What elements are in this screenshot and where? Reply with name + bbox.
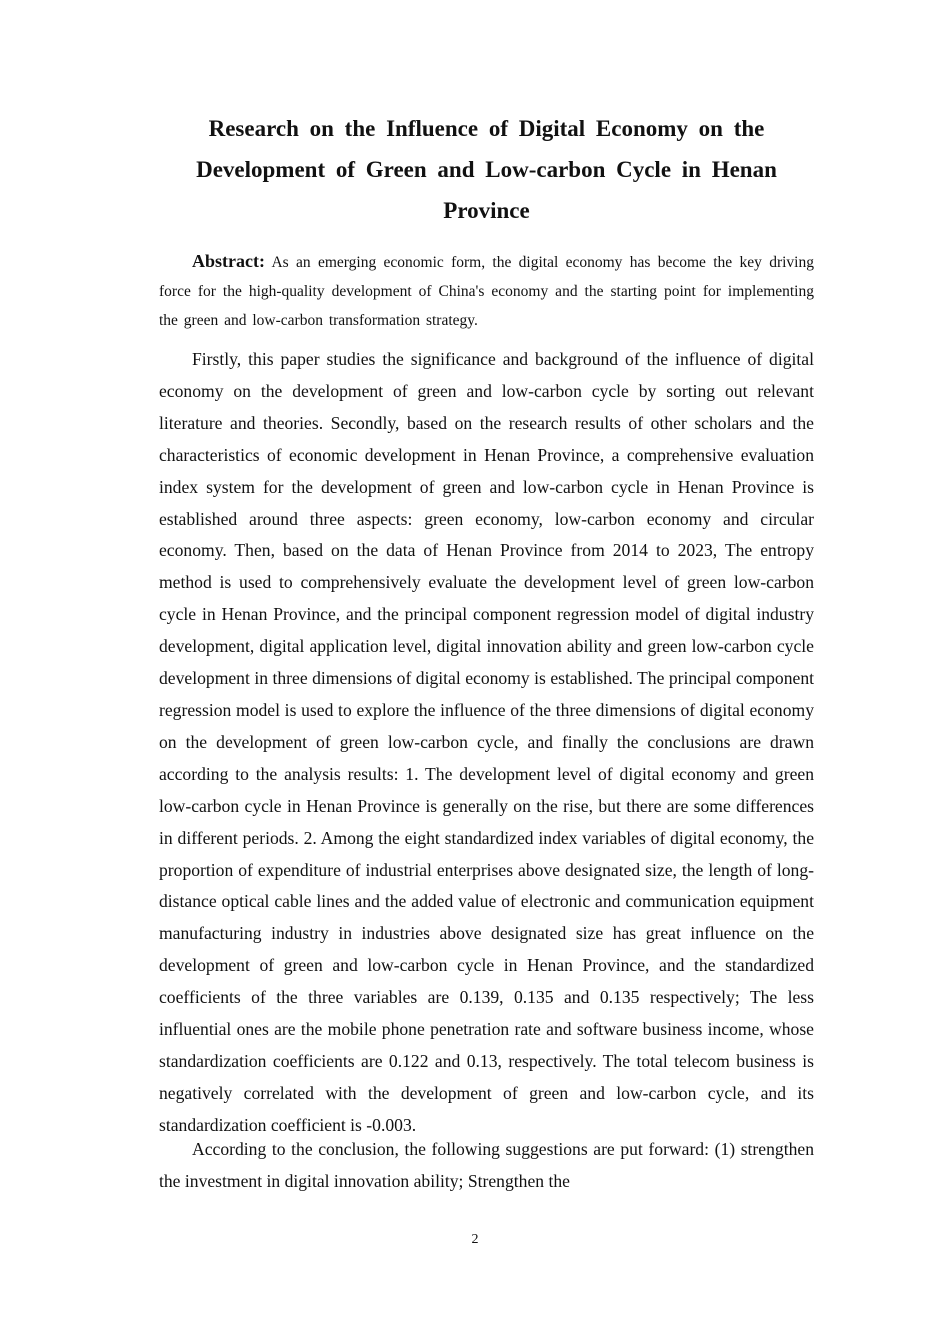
paper-page (159, 108, 814, 1197)
body-paragraph-1: Firstly, this paper studies the significance and background of the influence of digital economy on the development of green and low-carbon cycle by sorting out relevant literature and theories. Secondly, based on the research results of other scholars and the characteristics of economic development in Henan Province, a comprehensive evaluation index system for the development of green and low-carbon cycle in Henan Province is established around three aspects: green economy, low-carbon economy and circular economy. Then, based on the data of Henan Province from 2014 to 2023, The entropy method is used to comprehensively evaluate the development level of green low-carbon cycle in Henan Province, and the principal component regression model of digital industry development, digital application level, digital innovation ability and green low-carbon cycle development in three dimensions of digital economy is established. The principal component regression model is used to explore the influence of the three dimensions of digital economy on the development of green low-carbon cycle, and finally the conclusions are drawn according to the analysis results: 1. The development level of digital economy and green low-carbon cycle in Henan Province is generally on the rise, but there are some differences in different periods. 2. Among the eight standardized index variables of digital economy, the proportion of expenditure of industrial enterprises above designated size, the length of long-distance optical cable lines and the added value of electronic and communication equipment manufacturing industry in industries above designated size has great influence on the development of green and low-carbon cycle in Henan Province, and the standardized coefficients of the three variables are 0.139, 0.135 and 0.135 respectively; The less influential ones are the mobile phone penetration rate and software business income, whose standardization coefficients are 0.122 and 0.13, respectively. The total telecom business is negatively correlated with the development of green and low-carbon cycle, and its standardization coefficient is -0.003. (159, 349, 814, 1135)
page-number: 2 (471, 1232, 479, 1247)
body-paragraph-2: According to the conclusion, the following suggestions are put forward: (1) strengthen the investment in digital innovation ability; Strengthen the (159, 1138, 814, 1191)
abstract-label: Abstract: (192, 251, 265, 271)
abstract-section (159, 247, 814, 335)
abstract-text: As an emerging economic form, the digital economy has become the key driving force for the high-quality development of China's economy and the starting point for implementing the green and low-carbon transformation strategy. (159, 254, 814, 329)
paper-title: Research on the Influence of Digital Economy on the Development of Green and Low-carbon Cycle in Henan Province (196, 116, 777, 223)
body-text (159, 344, 814, 1197)
